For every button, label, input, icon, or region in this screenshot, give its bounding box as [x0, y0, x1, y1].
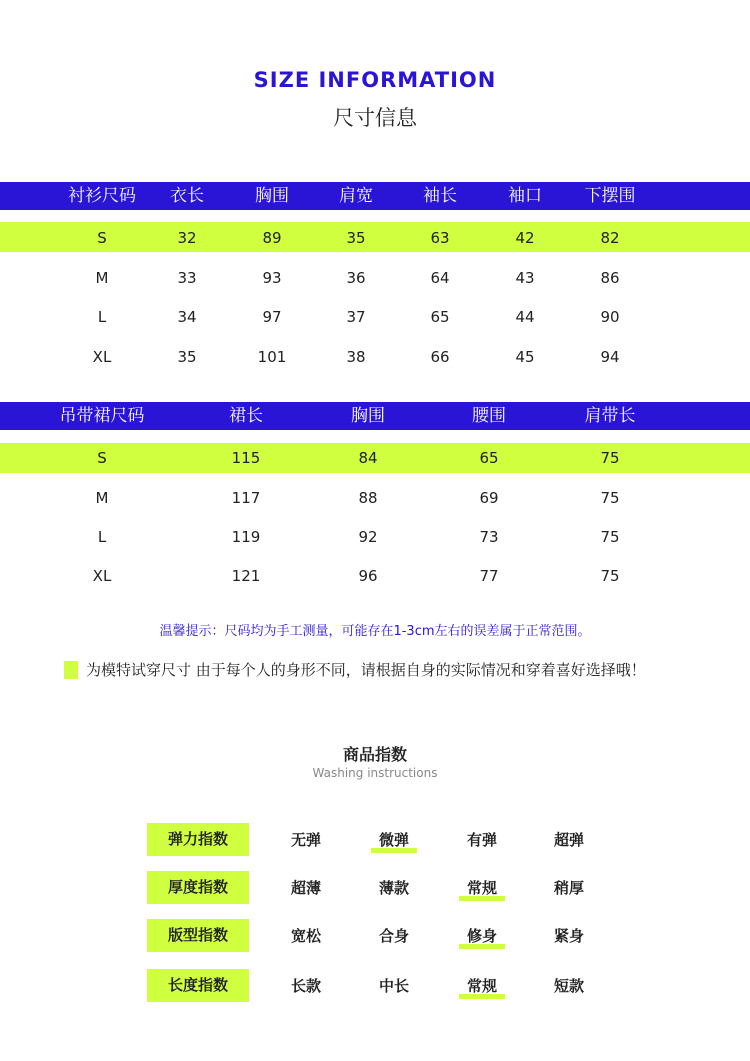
index-option: 有弹 — [466, 831, 498, 849]
dress-cell: 77 — [479, 567, 499, 585]
shirt-cell: 66 — [430, 348, 450, 366]
shirt-cell: 101 — [257, 348, 287, 366]
shirt-cell: 97 — [262, 308, 282, 326]
instructions-title: 商品指数 — [342, 745, 407, 764]
shirt-cell: 35 — [346, 229, 366, 247]
title-english: SIZE INFORMATION — [253, 68, 497, 92]
shirt-cell: 38 — [346, 348, 366, 366]
dress-cell: XL — [92, 567, 112, 585]
dress-cell: 92 — [358, 528, 378, 546]
shirt-cell: XL — [92, 348, 112, 366]
shirt-cell: 45 — [515, 348, 535, 366]
index-option: 短款 — [553, 977, 585, 995]
index-option-selected: 常规 — [466, 977, 498, 995]
shirt-header-cell: 袖口 — [508, 186, 542, 206]
tip-marker — [64, 661, 78, 679]
shirt-header-cell: 衣长 — [170, 186, 204, 206]
dress-cell: 69 — [479, 489, 499, 507]
shirt-cell: 34 — [177, 308, 197, 326]
shirt-header-cell: 袖长 — [423, 186, 457, 206]
dress-cell: 115 — [231, 449, 261, 467]
index-option: 超薄 — [290, 879, 322, 897]
index-label: 厚度指数 — [147, 871, 249, 904]
dress-cell: 65 — [479, 449, 499, 467]
shirt-cell: 64 — [430, 269, 450, 287]
shirt-cell: 65 — [430, 308, 450, 326]
shirt-cell: 90 — [600, 308, 620, 326]
shirt-cell: 35 — [177, 348, 197, 366]
instructions-subtitle: Washing instructions — [312, 766, 438, 780]
dress-cell: 88 — [358, 489, 378, 507]
dress-cell: 119 — [231, 528, 261, 546]
shirt-cell: 43 — [515, 269, 535, 287]
shirt-header-cell: 肩宽 — [339, 186, 373, 206]
dress-cell: 121 — [231, 567, 261, 585]
shirt-header-cell: 下摆围 — [584, 186, 636, 206]
measurement-note: 温馨提示：尺码均为手工测量，可能存在1-3cm左右的误差属于正常范围。 — [159, 624, 591, 639]
dress-header-bar — [0, 402, 750, 430]
shirt-cell: 37 — [346, 308, 366, 326]
model-tip: 为模特试穿尺寸 由于每个人的身形不同，请根据自身的实际情况和穿着喜好选择哦！ — [86, 661, 646, 679]
index-option-selected: 微弹 — [378, 831, 410, 849]
shirt-cell: 63 — [430, 229, 450, 247]
index-option: 紧身 — [553, 927, 585, 945]
dress-cell: 75 — [600, 489, 620, 507]
shirt-cell: 36 — [346, 269, 366, 287]
index-option: 超弹 — [553, 831, 585, 849]
index-option-selected: 常规 — [466, 879, 498, 897]
shirt-cell: 86 — [600, 269, 620, 287]
index-label: 弹力指数 — [147, 823, 249, 856]
index-option: 无弹 — [290, 831, 322, 849]
shirt-cell: 82 — [600, 229, 620, 247]
dress-header-cell: 腰围 — [472, 406, 506, 426]
index-option: 宽松 — [290, 927, 322, 945]
dress-cell: 96 — [358, 567, 378, 585]
index-option: 稍厚 — [553, 879, 585, 897]
shirt-cell: S — [97, 229, 107, 247]
shirt-highlight-row — [0, 222, 750, 252]
shirt-cell: L — [97, 308, 107, 326]
shirt-cell: 33 — [177, 269, 197, 287]
shirt-header-bar — [0, 182, 750, 210]
dress-cell: 75 — [600, 449, 620, 467]
shirt-cell: 32 — [177, 229, 197, 247]
dress-cell: 75 — [600, 528, 620, 546]
dress-cell: 117 — [231, 489, 261, 507]
index-option: 合身 — [378, 927, 410, 945]
index-label: 长度指数 — [147, 969, 249, 1002]
dress-cell: S — [97, 449, 107, 467]
dress-header-cell: 裙长 — [229, 406, 263, 426]
dress-cell: 75 — [600, 567, 620, 585]
dress-cell: 84 — [358, 449, 378, 467]
shirt-cell: M — [95, 269, 109, 287]
shirt-cell: 42 — [515, 229, 535, 247]
index-option: 薄款 — [378, 879, 410, 897]
shirt-header-cell: 胸围 — [255, 186, 289, 206]
shirt-cell: 44 — [515, 308, 535, 326]
title-chinese: 尺寸信息 — [333, 106, 417, 130]
dress-cell: 73 — [479, 528, 499, 546]
index-option-selected: 修身 — [466, 927, 498, 945]
index-option: 长款 — [290, 977, 322, 995]
shirt-cell: 89 — [262, 229, 282, 247]
dress-cell: L — [97, 528, 107, 546]
dress-header-cell: 胸围 — [351, 406, 385, 426]
index-option: 中长 — [378, 977, 410, 995]
dress-cell: M — [95, 489, 109, 507]
dress-header-cell: 肩带长 — [584, 406, 636, 426]
shirt-cell: 94 — [600, 348, 620, 366]
shirt-cell: 93 — [262, 269, 282, 287]
index-label: 版型指数 — [147, 919, 249, 952]
dress-header-cell: 吊带裙尺码 — [59, 406, 145, 426]
shirt-header-cell: 衬衫尺码 — [68, 186, 136, 206]
